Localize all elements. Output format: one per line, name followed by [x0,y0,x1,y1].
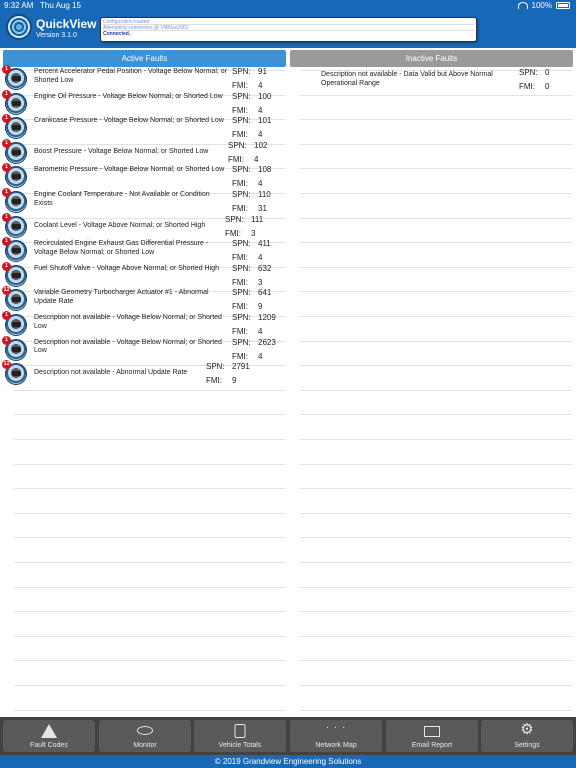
fmi-value: FMI: 0 [519,82,550,91]
list-divider [300,95,572,96]
list-divider [14,660,285,661]
list-divider [300,660,572,661]
list-divider [300,267,572,268]
fault-row[interactable] [0,238,288,262]
list-divider [300,341,572,342]
fault-count-badge: 1 [2,90,11,99]
list-divider [14,513,285,514]
list-divider [300,218,572,219]
app-header [0,12,576,48]
list-divider [300,168,572,169]
spn-value: SPN: 641 [232,288,272,298]
engine-glyph [12,297,21,302]
engine-fault-icon [5,166,27,188]
engine-fault-icon [4,90,27,115]
fault-row[interactable] [0,287,288,311]
fault-count-badge: 1 [2,237,11,246]
spn-value: SPN: 111 [225,214,264,224]
active-faults-header: Active Faults [3,50,286,67]
spn-value: SPN: 632 [232,263,272,273]
log-line: Configuration loaded [103,19,474,25]
list-divider [300,464,572,465]
list-divider [300,193,572,194]
list-divider [300,119,572,120]
engine-glyph [12,347,21,352]
engine-fault-icon [4,336,27,361]
spn-value: SPN: 91 [232,67,267,76]
status-date: Thu Aug 15 [40,1,81,10]
list-divider [300,488,572,489]
list-divider [300,562,572,563]
tab-label: Settings [514,742,540,749]
tab-label: Email Report [411,742,453,749]
engine-glyph [12,371,21,376]
fault-description: Fuel Shutoff Valve - Voltage Above Normal; or Shorted High [34,264,219,272]
fault-row[interactable] [0,189,288,213]
fmi-value: FMI: 4 [228,154,259,164]
battery-percent: 100% [531,1,552,10]
fault-description: Boost Pressure - Voltage Below Normal; or Shorted Low [34,147,209,155]
wifi-icon [518,2,528,9]
engine-glyph [12,101,21,106]
tab-label: Vehicle Totals [218,742,262,749]
app-title: QuickView [36,17,97,31]
engine-fault-icon [5,117,27,139]
status-bar [0,0,576,12]
engine-fault-icon [5,314,27,336]
fault-description: Recirculated Engine Exhaust Gas Differential Pressure - Voltage Below Normal; or Shorted Low [34,240,209,256]
fault-description: Description not available - Abnormal Update Rate [34,369,188,377]
fault-row[interactable] [0,66,288,90]
inactive-fault-row[interactable] [290,68,573,94]
list-divider [300,537,572,538]
tab-bar [0,717,576,755]
fault-row[interactable] [0,164,288,188]
tab-monitor[interactable] [99,720,191,752]
fault-row[interactable] [0,91,288,115]
fmi-value: FMI: 4 [232,179,263,189]
engine-glyph [12,322,21,327]
list-divider [14,390,285,391]
fault-count-badge: 1 [2,311,11,320]
fault-row[interactable] [0,115,288,139]
engine-glyph [12,76,21,81]
list-divider [300,439,572,440]
log-line: Attempting connection @ VNBlue2001 [103,25,474,31]
list-divider [14,611,285,612]
spn-value: SPN: 2791 [206,362,250,372]
fault-count-badge: 1 [2,139,11,148]
tab-label: Network Map [315,742,357,749]
spn-value: SPN: 0 [519,68,550,77]
list-divider [300,414,572,415]
fault-row[interactable] [0,263,288,287]
list-divider [300,291,572,292]
list-divider [14,439,285,440]
fault-row[interactable] [0,361,288,385]
fault-description: Variable Geometry Turbocharger Actuator #1 - Abnormal Update Rate [34,289,209,305]
fmi-value: FMI: 9 [206,376,237,386]
fault-description: Engine Coolant Temperature - Not Available or Condition Exists [34,191,210,207]
tab-settings[interactable] [481,720,573,752]
spn-value: SPN: 411 [232,239,271,249]
truck-icon [235,724,246,738]
fault-count-badge: 1 [2,188,11,197]
app-version: Version 3.1.0 [36,32,77,39]
status-time: 9:32 AM Thu Aug 15 [4,1,81,10]
fault-description: Description not available - Voltage Below Normal; or Shorted Low [34,338,222,355]
fmi-value: FMI: 4 [232,130,263,140]
list-divider [300,587,572,588]
engine-fault-icon [5,289,27,311]
app-logo-icon [6,14,32,40]
engine-glyph [12,150,21,155]
fault-count-badge: 12 [3,361,10,368]
spn-value: SPN: 2623 [232,337,276,347]
tab-vehicle-totals[interactable] [194,720,286,752]
fmi-value: FMI: 9 [232,302,263,312]
list-divider [300,365,572,366]
connection-log[interactable] [100,17,477,42]
spn-value: SPN: 100 [232,91,272,101]
fault-count-badge: 1 [2,65,11,74]
engine-fault-icon [5,191,27,213]
list-divider [300,685,572,686]
engine-glyph [12,125,21,130]
engine-fault-icon [4,262,27,287]
list-divider [14,710,285,711]
engine-glyph [12,273,21,278]
fmi-value: FMI: 31 [232,204,267,213]
list-divider [14,414,285,415]
spn-value: SPN: 1209 [232,313,276,322]
list-divider [300,636,572,637]
list-divider [14,587,285,588]
fault-description: Percent Accelerator Pedal Position - Voltage Below Normal; or Shorted Low [34,68,227,84]
engine-glyph [12,174,21,179]
list-divider [14,537,285,538]
engine-glyph [12,199,21,204]
fault-description: Coolant Level - Voltage Above Normal; or Shorted High [34,221,206,229]
fault-row[interactable] [0,140,288,164]
fmi-value: FMI: 4 [232,81,263,90]
list-divider [300,144,572,145]
fmi-value: FMI: 4 [232,351,263,361]
fault-description: Barometric Pressure - Voltage Below Normal; or Shorted Low [34,166,225,174]
list-divider [300,513,572,514]
fault-count-badge: 1 [2,336,11,345]
fmi-value: FMI: 4 [232,105,263,115]
spn-value: SPN: 102 [228,140,268,150]
list-divider [300,611,572,612]
engine-fault-icon [4,213,27,238]
list-divider [14,562,285,563]
log-line-connected: Connected. [103,31,131,37]
warning-icon [41,724,57,738]
tab-network-map[interactable] [290,720,382,752]
fault-count-badge: 1 [2,163,11,172]
list-divider [300,316,572,317]
engine-glyph [12,248,21,253]
inactive-faults-header: Inactive Faults [290,50,573,67]
tab-label: Monitor [133,742,157,749]
list-divider [300,710,572,711]
network-icon: · · · [325,722,347,733]
fmi-value: FMI: 3 [225,228,256,238]
fault-description: Description not available - Data Valid but Above Normal Operational Range [321,71,493,87]
list-divider [14,685,285,686]
fault-description: Description not available - Voltage Below Normal; or Shorted Low [34,314,222,330]
engine-fault-icon [5,68,27,90]
spn-value: SPN: 108 [232,165,272,175]
fmi-value: FMI: 3 [232,277,263,287]
fault-description: Crankcase Pressure - Voltage Below Normal; or Shorted Low [34,117,224,125]
tab-label: Fault Codes [30,742,68,749]
list-divider [14,488,285,489]
engine-fault-icon [5,240,27,262]
spn-value: SPN: 110 [232,190,271,199]
fault-count-badge: 1 [2,114,11,123]
footer-copyright: © 2019 Grandview Engineering Solutions [0,755,576,768]
fault-row[interactable] [0,337,288,361]
engine-glyph [12,224,21,229]
spn-value: SPN: 101 [232,116,272,126]
gear-icon: ⚙ [520,721,534,738]
fault-row[interactable] [0,312,288,336]
fault-count-badge: 1 [2,262,11,271]
inactive-faults-list-lines [300,70,572,715]
list-divider [14,464,285,465]
engine-fault-icon [4,139,27,164]
fault-description: Engine Oil Pressure - Voltage Below Normal; or Shorted Low [34,92,223,100]
fault-count-badge: 1 [2,213,11,222]
list-divider [14,636,285,637]
battery-icon [556,2,570,9]
fault-count-badge: 12 [3,287,10,294]
list-divider [300,242,572,243]
fmi-value: FMI: 4 [232,327,263,336]
tab-email-report[interactable] [386,720,478,752]
list-divider [300,390,572,391]
fmi-value: FMI: 4 [232,253,263,263]
fault-row[interactable] [0,214,288,238]
eye-icon [137,726,153,735]
tab-fault-codes[interactable] [3,720,95,752]
mail-icon [424,726,440,737]
engine-fault-icon [5,363,27,385]
